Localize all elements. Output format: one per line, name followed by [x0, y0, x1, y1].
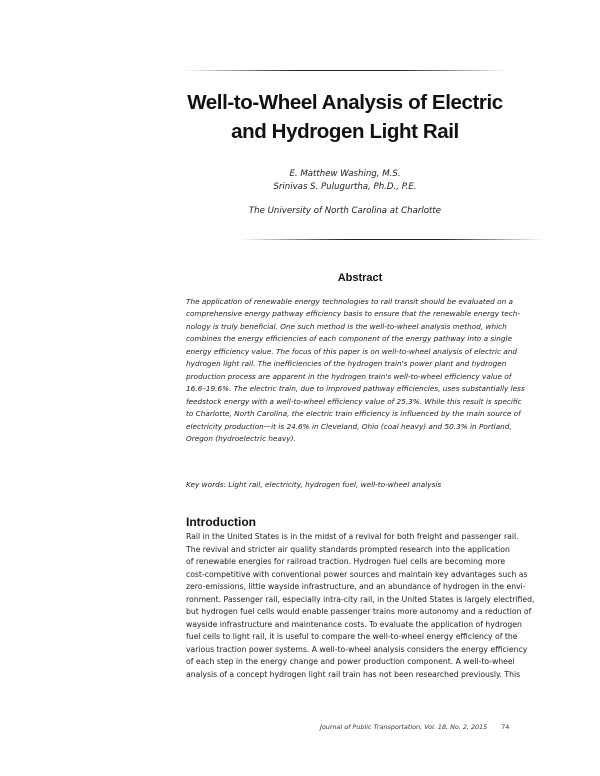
body-line: The revival and stricter air quality standards prompted research into the application: [186, 544, 510, 554]
body-line: analysis of a concept hydrogen light rail train has not been researched previously. This: [186, 669, 521, 679]
keywords: Key words: Light rail, electricity, hydrogen fuel, well-to-wheel analysis: [186, 480, 442, 489]
author-list: [180, 168, 510, 194]
abstract-line: combines the energy efficiencies of each component of the energy pathway into a single: [186, 334, 512, 344]
abstract-line: comprehensive energy pathway efficiency basis to ensure that the renewable energy tech-: [186, 309, 521, 319]
abstract-line: The application of renewable energy technologies to rail transit should be evaluated on a: [186, 297, 514, 306]
body-line: fuel cells to light rail, it is useful to compare the well-to-wheel energy efficiency of the: [186, 632, 518, 641]
abstract-line: to Charlotte, North Carolina, the electric train efficiency is influenced by the main source of: [186, 409, 521, 419]
journal-citation: Journal of Public Transportation, Vol. 18, No. 2, 2015: [320, 723, 488, 731]
abstract-line: nology is truly beneficial. One such method is the well-to-wheel analysis method, which: [186, 321, 507, 331]
abstract-line: Oregon (hydroelectric heavy).: [186, 433, 296, 443]
body-line: Rail in the United States is in the midst of a revival for both freight and passenger rail.: [186, 532, 519, 541]
author-name: E. Matthew Washing, M.S.: [289, 169, 401, 179]
abstract-line: hydrogen light rail. The inefficiencies of the hydrogen train's power plant and hydrogen: [186, 359, 507, 369]
abstract-line: 16.6–19.6%. The electric train, due to improved pathway efficiencies, uses substantially less: [186, 384, 525, 394]
author-name: Srinivas S. Pulugurtha, Ph.D., P.E.: [273, 182, 417, 192]
title-line: and Hydrogen Light Rail: [231, 120, 459, 143]
abstract-line: production process are apparent in the hydrogen train's well-to-wheel efficiency value of: [186, 371, 512, 381]
abstract-line: electricity production—it is 24.6% in Cleveland, Ohio (coal heavy) and 50.3% in Portland,: [186, 421, 512, 431]
abstract-line: energy efficiency value. The focus of this paper is on well-to-wheel analysis of electric and: [186, 346, 517, 356]
bottom-divider: [240, 239, 545, 240]
title-line: Well-to-Wheel Analysis of Electric: [187, 91, 503, 114]
abstract-body: [186, 296, 552, 445]
body-line: zero-emissions, little wayside infrastructure, and an abundance of hydrogen in the envi-: [186, 582, 526, 591]
body-line: ronment. Passenger rail, especially intra-city rail, in the United States is largely electrified,: [186, 594, 535, 604]
body-line: of each step in the energy change and power production component. A well-to-wheel: [186, 657, 515, 666]
introduction-body: [186, 531, 552, 681]
body-line: but hydrogen fuel cells would enable passenger trains more autonomy and a reduction of: [186, 607, 532, 616]
page-number: 74: [501, 723, 510, 731]
body-line: cost-competitive with conventional power sources and maintain key advantages such as: [186, 569, 528, 579]
introduction-heading: Introduction: [186, 515, 256, 529]
body-line: of renewable energies for railroad traction. Hydrogen fuel cells are becoming more: [186, 557, 506, 566]
body-line: various traction power systems. A well-to-wheel analysis considers the energy efficiency: [186, 644, 528, 654]
abstract-heading: Abstract: [337, 272, 383, 284]
affiliation: The University of North Carolina at Charlotte: [248, 206, 442, 216]
abstract-line: feedstock energy with a well-to-wheel efficiency value of 25.3%. While this result is specific: [186, 396, 522, 406]
paper-title: [150, 88, 540, 146]
top-divider: [183, 70, 510, 71]
body-line: wayside infrastructure and maintenance costs. To evaluate the application of hydrogen: [186, 619, 522, 629]
page-footer: [320, 723, 552, 731]
